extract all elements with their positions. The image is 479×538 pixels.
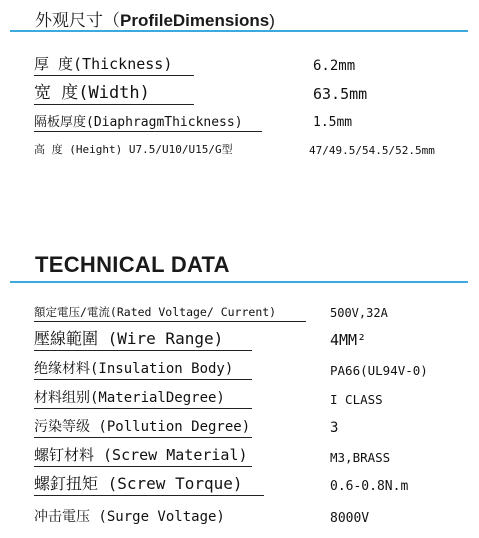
tech-label: 壓線範圍 (Wire Range): [34, 329, 224, 348]
underline: [34, 437, 252, 438]
tech-row-screw-torque: [34, 472, 454, 496]
profile-dimensions-title: 外观尺寸（ProfileDimensions): [35, 11, 275, 30]
tech-value: PA66(UL94V-0): [330, 363, 428, 378]
tech-value: 0.6-0.8N.m: [330, 479, 409, 494]
tech-label: 額定電压/電流(Rated Voltage/ Current): [34, 305, 277, 319]
spec-row-diaphragm-thickness: [34, 110, 454, 132]
tech-label: 螺钉材料 (Screw Material): [34, 446, 248, 464]
spec-label: 隔板厚度(DiaphragmThickness): [34, 115, 243, 130]
tech-value: 8000V: [330, 511, 370, 526]
spec-label: 高 度 (Height) U7.5/U10/U15/G型: [34, 143, 233, 156]
spec-value: 1.5mm: [313, 115, 353, 130]
tech-value: I CLASS: [330, 392, 383, 407]
underline: [34, 350, 252, 351]
tech-value: 500V,32A: [330, 306, 388, 320]
spec-row-height: [34, 137, 454, 159]
tech-row-wire-range: [34, 327, 454, 351]
spec-label: 宽 度(Width): [34, 83, 150, 103]
spec-label: 厚 度(Thickness): [34, 55, 173, 73]
underline: [34, 131, 262, 132]
tech-row-insulation-body: [34, 356, 454, 380]
tech-row-surge-voltage: [34, 504, 454, 528]
underline: [34, 321, 306, 322]
underline: [34, 408, 252, 409]
underline: [34, 75, 194, 76]
tech-label: 冲击電压 (Surge Voltage): [34, 509, 225, 525]
underline: [34, 495, 264, 496]
spec-row-width: [34, 81, 454, 105]
section-divider: [10, 30, 468, 32]
tech-value: 4MM²: [330, 331, 367, 349]
tech-label: 材料组别(MaterialDegree): [34, 390, 225, 406]
technical-data-title: TECHNICAL DATA: [35, 252, 230, 277]
tech-row-rated-voltage: [34, 298, 454, 322]
tech-row-screw-material: [34, 443, 454, 467]
tech-label: 螺釘扭矩 (Screw Torque): [34, 474, 243, 493]
section-divider: [10, 281, 468, 283]
tech-value: 3: [330, 420, 339, 436]
tech-value: M3,BRASS: [330, 450, 391, 465]
spec-value: 6.2mm: [313, 58, 356, 74]
underline: [34, 466, 252, 467]
spec-value: 47/49.5/54.5/52.5mm: [309, 144, 435, 157]
spec-row-thickness: [34, 52, 454, 76]
tech-row-pollution-degree: [34, 414, 454, 438]
underline: [34, 104, 194, 105]
tech-label: 污染等级 (Pollution Degree): [34, 419, 251, 435]
tech-row-material-degree: [34, 385, 454, 409]
spec-value: 63.5mm: [313, 85, 368, 103]
underline: [34, 379, 252, 380]
tech-label: 绝缘材料(Insulation Body): [34, 361, 234, 377]
